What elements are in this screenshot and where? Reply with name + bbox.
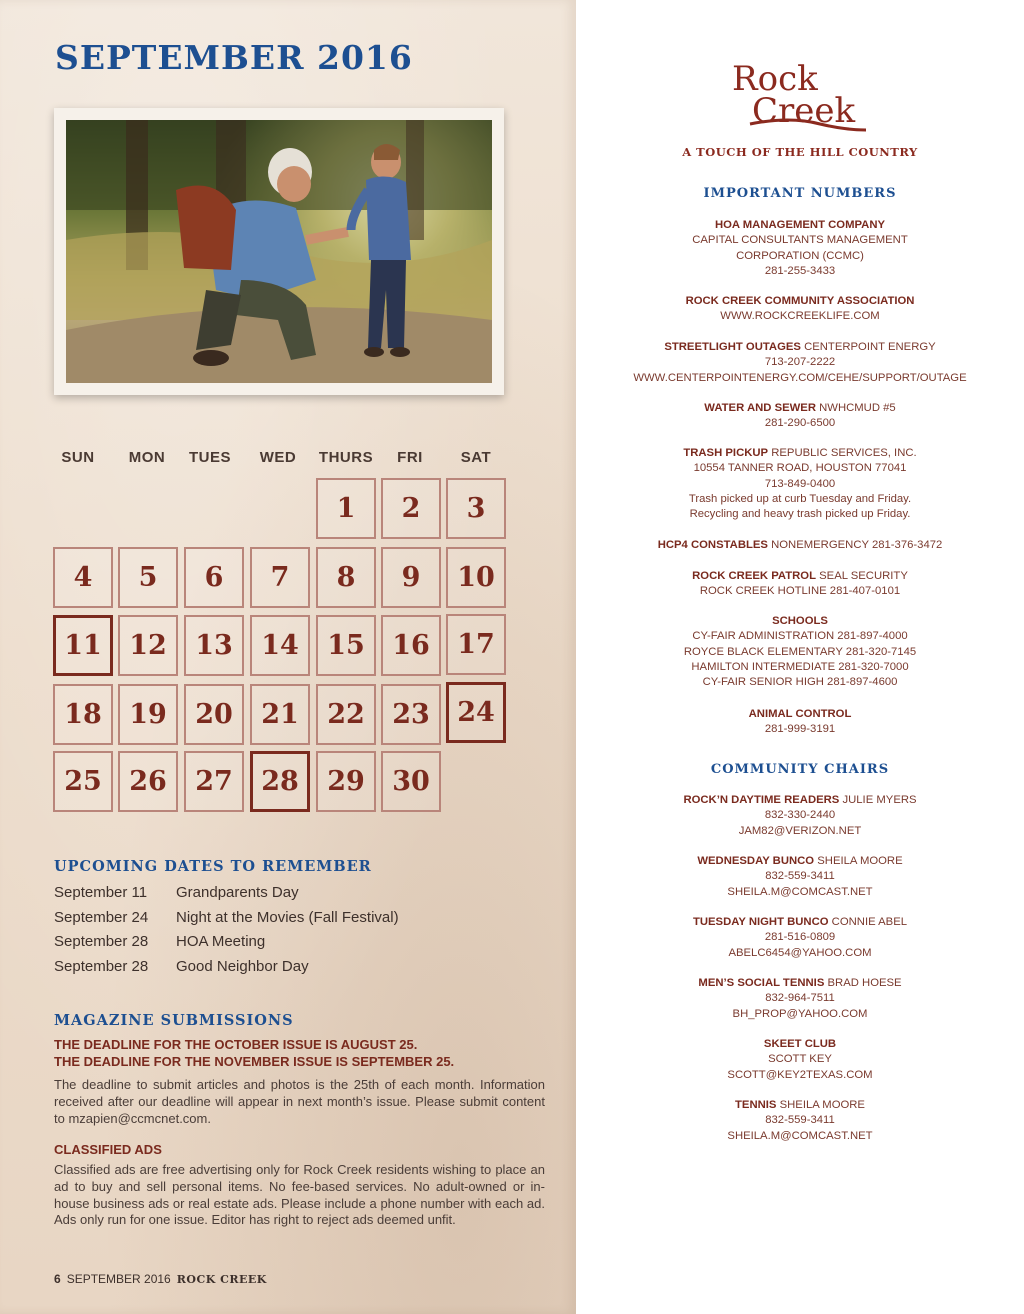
contact-entry: [576, 707, 1024, 738]
calendar-day: 9: [381, 547, 441, 608]
weekday-sun: SUN: [61, 449, 95, 466]
chair-entry: [576, 1098, 1024, 1144]
chair-line: SCOTT@KEY2TEXAS.COM: [727, 1068, 873, 1081]
weekday-mon: MON: [128, 449, 166, 466]
chair-title: MEN’S SOCIAL TENNIS: [698, 977, 825, 989]
contact-line: CAPITAL CONSULTANTS MANAGEMENT: [692, 234, 908, 247]
calendar-day: 6: [184, 547, 244, 608]
contact-line: WWW.ROCKCREEKLIFE.COM: [720, 310, 880, 323]
chair-title: SKEET CLUB: [763, 1038, 837, 1050]
contact-title: STREETLIGHT OUTAGES: [664, 341, 801, 353]
calendar-day: 29: [316, 751, 376, 812]
calendar-day: 22: [316, 684, 376, 745]
calendar-day: 1: [316, 478, 376, 539]
contact-entry: [576, 446, 1024, 522]
event-date: September 24: [54, 908, 149, 926]
list-item: [54, 929, 454, 954]
upcoming-heading: UPCOMING DATES TO REMEMBER: [54, 858, 372, 875]
calendar-day: 8: [316, 547, 376, 608]
chair-line: SHEILA.M@COMCAST.NET: [727, 885, 873, 898]
chair-line: ABELC6454@YAHOO.COM: [728, 946, 872, 959]
logo-tagline: A TOUCH OF THE HILL COUNTRY: [682, 145, 918, 159]
deadline-october: THE DEADLINE FOR THE OCTOBER ISSUE IS AUGUST 25.: [54, 1037, 418, 1052]
chair-line: SCOTT KEY: [768, 1053, 832, 1066]
calendar-day-highlighted: 24: [446, 682, 506, 743]
calendar-day: 4: [53, 547, 113, 608]
chair-line: 832-559-3411: [765, 870, 835, 883]
contact-line: 713-207-2222: [764, 356, 836, 369]
calendar-day: 20: [184, 684, 244, 745]
contact-detail: SEAL SECURITY: [815, 570, 908, 582]
chair-entry: [576, 915, 1024, 961]
page-number: 6: [54, 1272, 61, 1286]
calendar-day: 16: [381, 615, 441, 676]
contact-title: TRASH PICKUP: [683, 447, 769, 459]
classified-text: Classified ads are free advertising only for Rock Creek residents wishing to place an ad to buy and sell personal items. No fee-based services. No adult-owned or in-house business ads or real estate ads. Please include a phone number with each ad. Ads only run for one issue. Editor has right to reject ads deemed unfit.: [54, 1162, 545, 1228]
event-name: HOA Meeting: [176, 933, 266, 951]
chair-entry: [576, 854, 1024, 900]
event-name: Good Neighbor Day: [176, 957, 309, 975]
rock-creek-logo: [730, 58, 870, 138]
calendar-day: 2: [381, 478, 441, 539]
contact-line: Recycling and heavy trash picked up Friday.: [689, 508, 911, 521]
calendar-day: 19: [118, 684, 178, 745]
list-item: [54, 905, 454, 930]
contact-title: SCHOOLS: [772, 615, 828, 627]
contact-line: ROCK CREEK HOTLINE 281-407-0101: [699, 585, 901, 598]
weekday-wed: WED: [259, 449, 297, 466]
footer-issue: SEPTEMBER 2016: [66, 1272, 171, 1286]
contact-line: Trash picked up at curb Tuesday and Friday.: [688, 492, 912, 505]
chair-line: 832-559-3411: [765, 1114, 835, 1127]
contact-line: HAMILTON INTERMEDIATE 281-320-7000: [691, 660, 909, 673]
chair-name: BRAD HOESE: [824, 977, 902, 989]
page-title: SEPTEMBER 2016: [55, 38, 413, 77]
contact-entry: [576, 614, 1024, 690]
calendar-day: 7: [250, 547, 310, 608]
chair-line: 281-516-0809: [764, 931, 836, 944]
weekday-thurs: THURS: [318, 449, 374, 466]
contact-entry: [576, 538, 1024, 553]
contact-detail: NWHCMUD #5: [816, 402, 896, 414]
calendar-day: 23: [381, 684, 441, 745]
chair-line: 832-964-7511: [765, 992, 835, 1005]
submissions-heading: MAGAZINE SUBMISSIONS: [54, 1012, 294, 1029]
chair-entry: [576, 1037, 1024, 1083]
grandfather-grandson-photo: [66, 120, 492, 383]
calendar-day: 10: [446, 547, 506, 608]
photo-frame: [54, 108, 504, 395]
event-date: September 28: [54, 957, 149, 975]
logo-word-rock: Rock: [732, 59, 818, 99]
calendar-day: 25: [53, 751, 113, 812]
contact-detail: NONEMERGENCY 281-376-3472: [767, 539, 943, 551]
contact-line: ROYCE BLACK ELEMENTARY 281-320-7145: [683, 645, 917, 658]
calendar-day-highlighted: 28: [250, 751, 310, 812]
contact-title: ROCK CREEK COMMUNITY ASSOCIATION: [685, 295, 915, 307]
calendar-day: 15: [316, 615, 376, 676]
contact-entry: [576, 401, 1024, 432]
chair-name: SHEILA MOORE: [814, 855, 903, 867]
footer-brand: ROCK CREEK: [176, 1273, 267, 1286]
calendar-day: 21: [250, 684, 310, 745]
contact-line: CY-FAIR ADMINISTRATION 281-897-4000: [692, 630, 908, 643]
photo-illustration: [66, 120, 492, 383]
chair-name: JULIE MYERS: [839, 794, 917, 806]
chair-title: ROCK’N DAYTIME READERS: [683, 794, 840, 806]
chair-line: 832-330-2440: [764, 809, 836, 822]
contact-line: 281-290-6500: [764, 417, 836, 430]
calendar-day-highlighted: 11: [53, 615, 113, 676]
contact-line: WWW.CENTERPOINTENERGY.COM/CEHE/SUPPORT/OUTAGE: [633, 371, 967, 384]
calendar-day: 26: [118, 751, 178, 812]
chair-title: TUESDAY NIGHT BUNCO: [692, 916, 829, 928]
deadlines: [54, 1036, 554, 1070]
contact-entry: [576, 340, 1024, 386]
calendar-day: 17: [446, 614, 506, 675]
calendar-day: 30: [381, 751, 441, 812]
contact-detail: CENTERPOINT ENERGY: [800, 341, 936, 353]
contact-entry: [576, 218, 1024, 279]
calendar-day: 27: [184, 751, 244, 812]
chair-name: SHEILA MOORE: [776, 1099, 865, 1111]
contact-line: 10554 TANNER ROAD, HOUSTON 77041: [693, 462, 907, 475]
deadline-november: THE DEADLINE FOR THE NOVEMBER ISSUE IS SEPTEMBER 25.: [54, 1054, 455, 1069]
weekday-fri: FRI: [397, 449, 423, 466]
chair-line: JAM82@VERIZON.NET: [738, 824, 862, 837]
list-item: [54, 954, 454, 979]
calendar-day: 13: [184, 615, 244, 676]
event-date: September 28: [54, 933, 149, 951]
contact-entry: [576, 294, 1024, 325]
submissions-text: The deadline to submit articles and photos is the 25th of each month. Information received after our deadline will appear in next month’s issue. Please submit content to mzapien@ccmcnet.com.: [54, 1077, 545, 1126]
page-footer: [54, 1272, 267, 1286]
calendar-day: 18: [53, 684, 113, 745]
chair-line: SHEILA.M@COMCAST.NET: [727, 1129, 873, 1142]
chair-title: WEDNESDAY BUNCO: [697, 855, 815, 867]
important-numbers-heading: IMPORTANT NUMBERS: [703, 186, 897, 201]
contact-title: ROCK CREEK PATROL: [692, 570, 816, 582]
contact-title: WATER AND SEWER: [704, 402, 816, 414]
weekday-tues: TUES: [188, 449, 231, 466]
contact-line: 281-999-3191: [764, 723, 836, 736]
contact-line: 281-255-3433: [764, 264, 836, 277]
community-chairs-heading: COMMUNITY CHAIRS: [710, 762, 890, 777]
contact-line: CORPORATION (CCMC): [736, 249, 864, 262]
weekday-sat: SAT: [460, 449, 492, 466]
contact-entry: [576, 569, 1024, 600]
contact-detail: REPUBLIC SERVICES, INC.: [768, 447, 917, 459]
calendar-day: 14: [250, 615, 310, 676]
chair-name: CONNIE ABEL: [828, 916, 908, 928]
calendar-day: 3: [446, 478, 506, 539]
logo-word-creek: Creek: [752, 91, 856, 131]
contact-title: HCP4 CONSTABLES: [657, 539, 768, 551]
upcoming-dates-list: [54, 880, 454, 979]
event-name: Grandparents Day: [176, 883, 299, 901]
contact-title: HOA MANAGEMENT COMPANY: [714, 219, 886, 231]
chair-entry: [576, 793, 1024, 839]
event-date: September 11: [54, 883, 148, 901]
contact-line: 713-849-0400: [764, 477, 836, 490]
chair-line: BH_PROP@YAHOO.COM: [732, 1007, 868, 1020]
classified-heading: CLASSIFIED ADS: [54, 1142, 162, 1157]
chair-entry: [576, 976, 1024, 1022]
event-name: Night at the Movies (Fall Festival): [176, 908, 399, 926]
list-item: [54, 880, 454, 905]
calendar-day: 12: [118, 615, 178, 676]
contact-title: ANIMAL CONTROL: [748, 708, 852, 720]
chair-title: TENNIS: [735, 1099, 777, 1111]
calendar-day: 5: [118, 547, 178, 608]
contact-line: CY-FAIR SENIOR HIGH 281-897-4600: [702, 676, 898, 689]
